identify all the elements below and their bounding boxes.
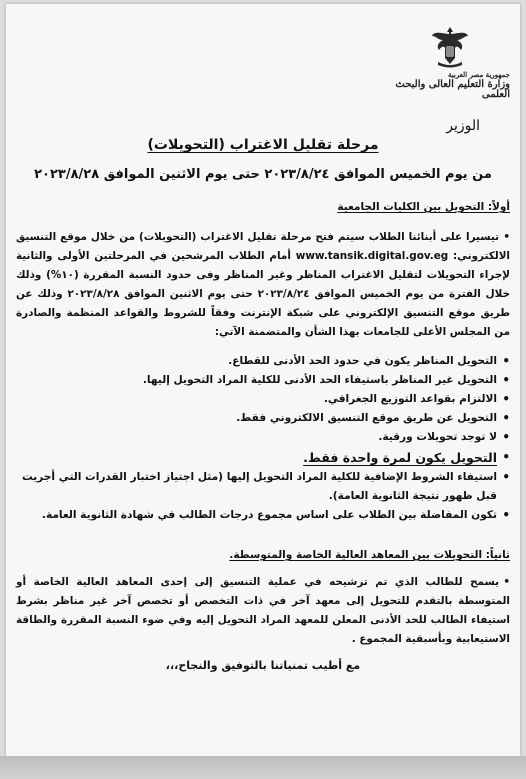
section-1-intro (16, 228, 510, 342)
eagle-emblem-icon (430, 24, 470, 68)
list-item: • التحويل المناظر يكون في حدود الحد الأدنى للقطاع. (16, 352, 510, 371)
section-2-body: يسمح للطالب الذي تم ترشيحه في عملية التنسيق إلى إحدى المعاهد العالية الخاصة أو المتوسطة بالتقدم للتحويل إلى معهد آخر في ذات التخصص أو تخصص آخر غير مناظر بشرط استيفاء الطالب للحد الأدنى المعلن للمعهد المراد التحويل إليه وفي ضوء النسبة المقررة والطاقة الاستيعابية وبأسبقية المجموع . (16, 576, 510, 645)
section-1-heading: أولاً: التحويل بين الكليات الجامعية (337, 201, 510, 213)
document-title: مرحلة تقليل الاغتراب (التحويلات) (147, 137, 379, 153)
intro-text-1: تيسيرا على أبنائنا الطلاب سيتم فتح مرحلة تقليل الاغتراب (التحويلات) من خلال موقع التنسيق الالكتروني: (16, 231, 510, 262)
list-item: • استيفاء الشروط الإضافية للكلية المراد التحويل إليها (مثل اجتياز اختبار القدرات التي أجريت قبل ظهور نتيجة الثانوية العامة). (16, 468, 510, 506)
transfer-rules-list (16, 352, 510, 525)
ministry-letterhead (390, 70, 510, 100)
section-2-text (16, 573, 510, 649)
minister-label: الوزير (446, 118, 480, 134)
tansik-url: www.tansik.digital.gov.eg (295, 250, 449, 262)
section-2-heading: ثانياً: التحويلات بين المعاهد العالية الخاصة والمتوسطة. (229, 549, 510, 561)
list-item: • التحويل يكون لمرة واحدة فقط. (16, 447, 510, 468)
ministry-line-1: جمهورية مصر العربية (448, 70, 510, 79)
bullet-icon: • (503, 231, 510, 243)
list-item: • التحويل عن طريق موقع التنسيق الالكتروني فقط. (16, 409, 510, 428)
list-item: • الالتزام بقواعد التوزيع الجغرافي. (16, 390, 510, 409)
list-item: • لا توجد تحويلات ورقية. (16, 428, 510, 447)
bullet-icon: • (503, 576, 510, 588)
closing-line: مع أطيب تمنياتنا بالتوفيق والنجاح،،، (165, 659, 361, 672)
intro-text-2: أمام الطلاب المرشحين في المرحلتين الأولى والثانية لإجراء التحويلات لتقليل الاغتراب المناظر وغير المناظر وفى حدود النسبة المقررة (١٠%) وذلك خلال الفترة من يوم الخميس الموافق ٢٠٢٣/٨/٢٤ حتى يوم الاثنين الموافق ٢٠٢٣/٨/٢٨ وذلك عن طريق موقع التنسيق الإلكتروني على شبكة الإنترنت وفقاً للشروط والقواعد المنظمة والصادرة من المجلس الأعلى للجامعات بهذا الشأن والمتضمنة الآتي: (16, 250, 510, 338)
ministry-line-2: وزارة التعليم العالى والبحث العلمى (395, 79, 510, 100)
list-item: • التحويل غير المناظر باستيفاء الحد الأدنى للكلية المراد التحويل إليها. (16, 371, 510, 390)
document-page (6, 4, 520, 756)
page-bottom-edge (0, 756, 526, 779)
date-range: من يوم الخميس الموافق ٢٠٢٣/٨/٢٤ حتى يوم الاثنين الموافق ٢٠٢٣/٨/٢٨ (34, 167, 492, 182)
list-item: • تكون المفاضلة بين الطلاب على اساس مجموع درجات الطالب في شهادة الثانوية العامة. (16, 506, 510, 525)
